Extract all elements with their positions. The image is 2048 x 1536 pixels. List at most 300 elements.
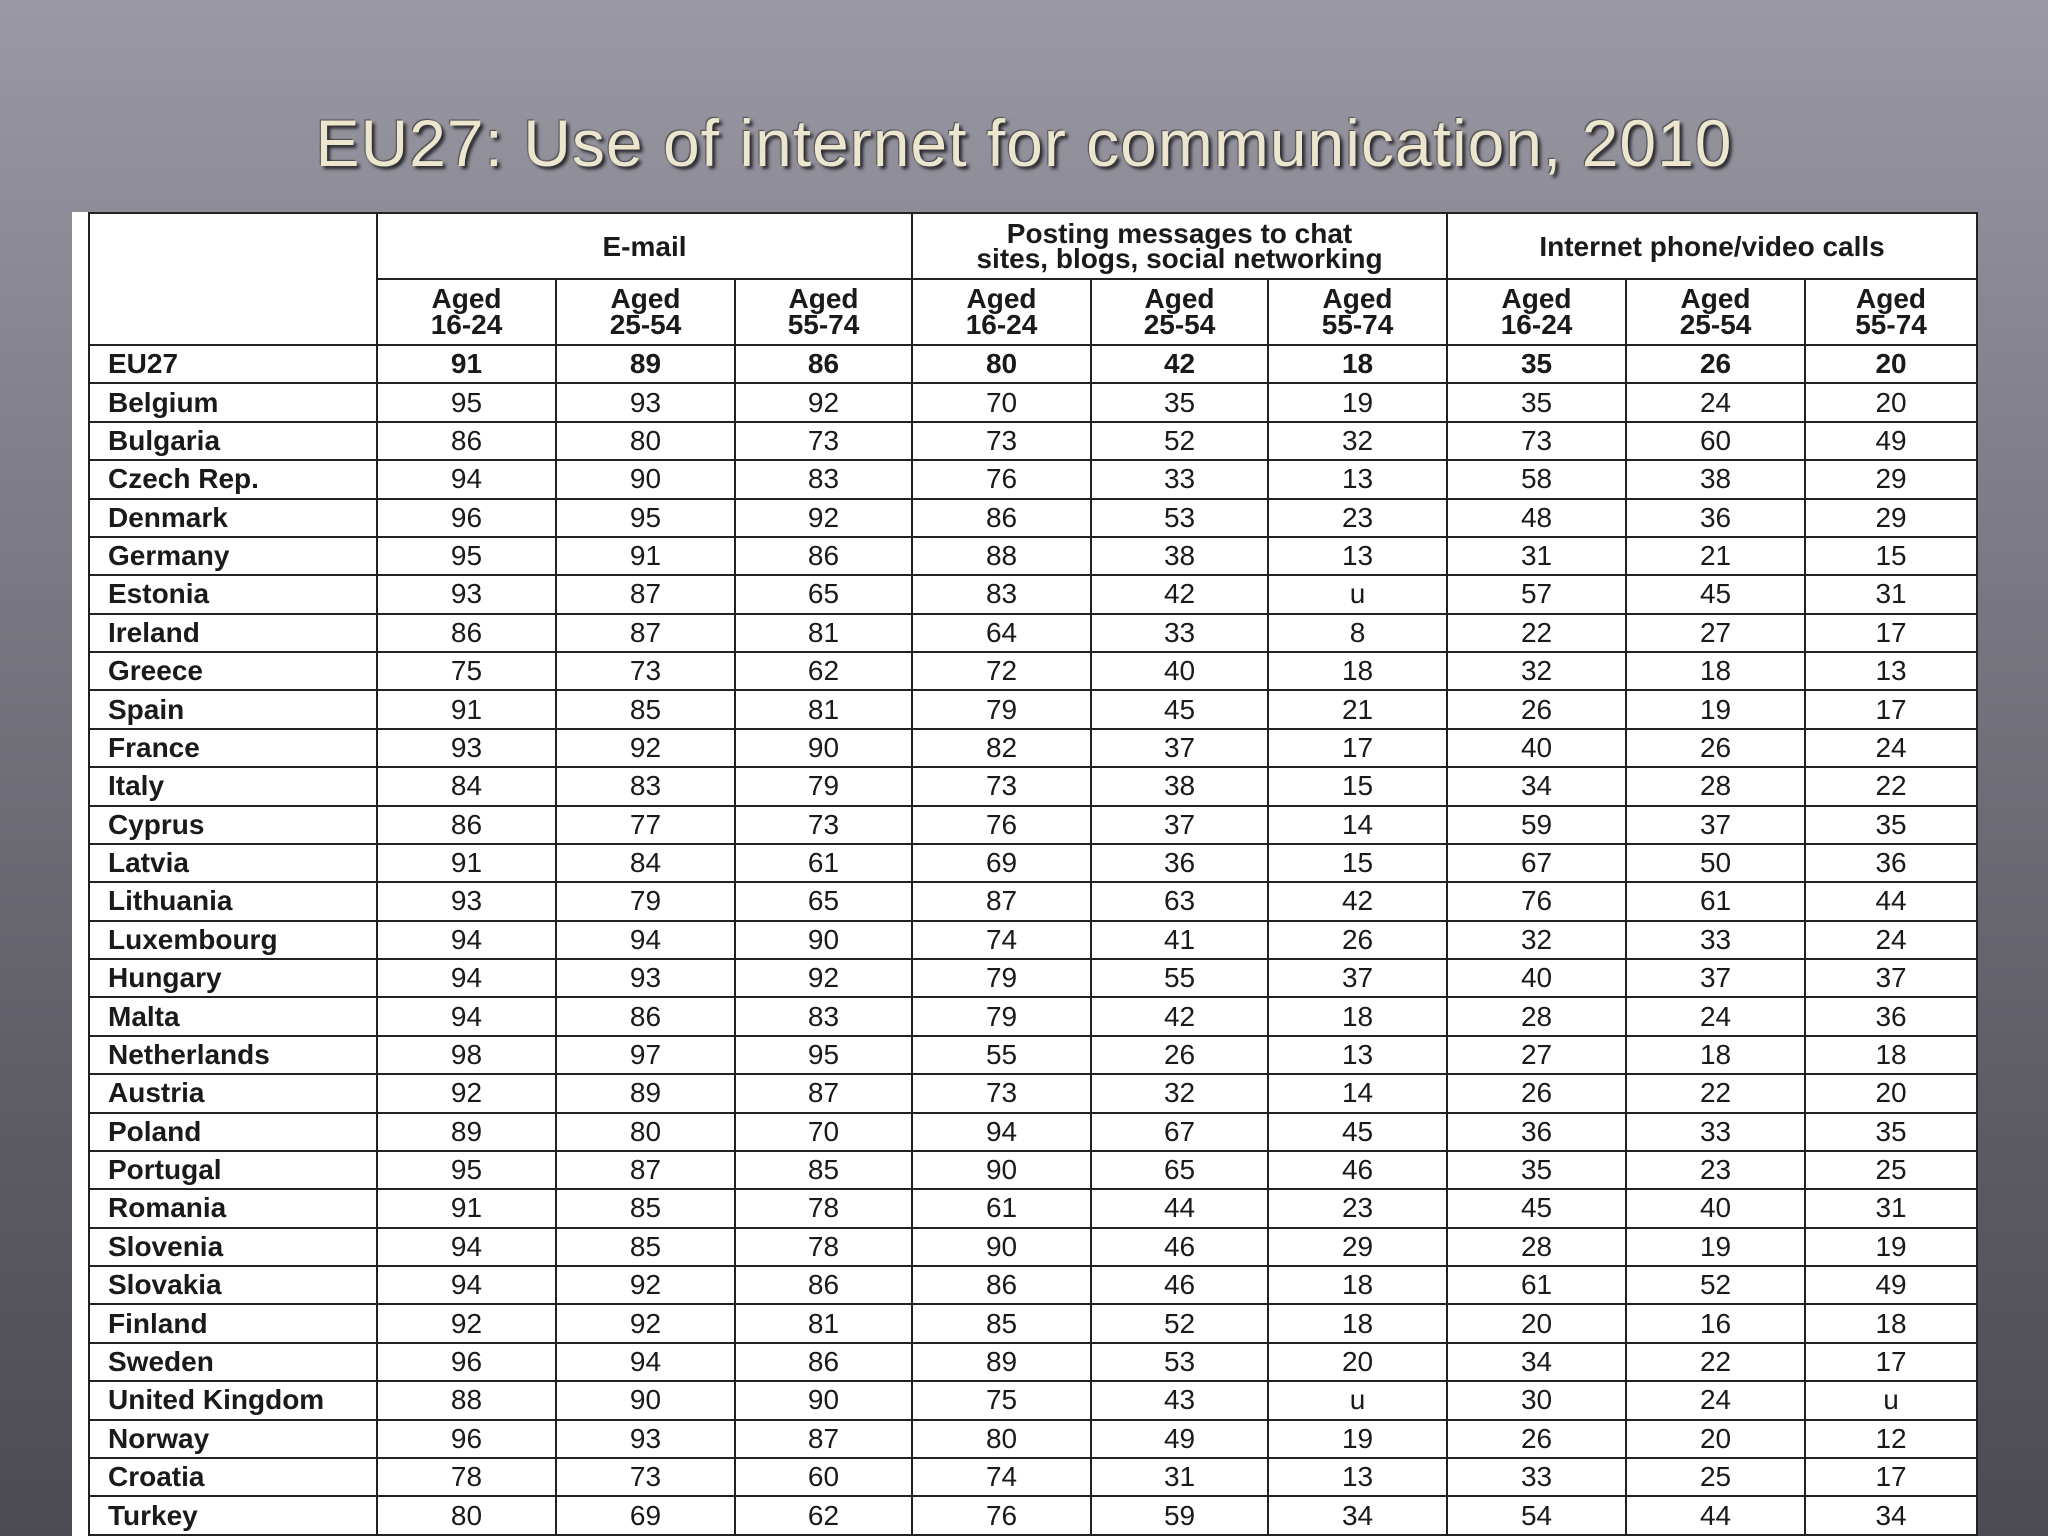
value-cell: 93 — [377, 575, 556, 613]
value-cell: 19 — [1805, 1228, 1977, 1266]
table-row — [89, 1113, 1977, 1151]
country-cell: Belgium — [89, 383, 377, 421]
value-cell: 73 — [912, 422, 1091, 460]
value-cell: 42 — [1091, 997, 1268, 1035]
table-row — [89, 1151, 1977, 1189]
value-cell: 93 — [556, 959, 735, 997]
value-cell: 86 — [735, 345, 912, 383]
value-cell: 89 — [912, 1343, 1091, 1381]
value-cell: 22 — [1447, 614, 1626, 652]
value-cell: 94 — [377, 1266, 556, 1304]
value-cell: 44 — [1091, 1189, 1268, 1227]
value-cell: 54 — [1447, 1496, 1626, 1535]
value-cell: 86 — [735, 537, 912, 575]
value-cell: 38 — [1091, 767, 1268, 805]
country-cell: Luxembourg — [89, 921, 377, 959]
value-cell: 87 — [556, 1151, 735, 1189]
value-cell: 92 — [735, 499, 912, 537]
table-body — [89, 345, 1977, 1535]
country-cell: Greece — [89, 652, 377, 690]
value-cell: 18 — [1268, 652, 1447, 690]
table-row — [89, 844, 1977, 882]
table-row — [89, 882, 1977, 920]
country-cell: Czech Rep. — [89, 460, 377, 498]
value-cell: 86 — [377, 422, 556, 460]
value-cell: 75 — [377, 652, 556, 690]
value-cell: 20 — [1268, 1343, 1447, 1381]
value-cell: 18 — [1268, 997, 1447, 1035]
value-cell: 79 — [912, 959, 1091, 997]
table-row — [89, 575, 1977, 613]
country-cell: Estonia — [89, 575, 377, 613]
value-cell: 45 — [1268, 1113, 1447, 1151]
value-cell: 37 — [1626, 806, 1805, 844]
value-cell: 17 — [1805, 1458, 1977, 1496]
value-cell: 31 — [1091, 1458, 1268, 1496]
age-header-cell — [556, 279, 735, 345]
value-cell: 92 — [377, 1074, 556, 1112]
value-cell: 22 — [1626, 1074, 1805, 1112]
value-cell: 77 — [556, 806, 735, 844]
country-cell: Austria — [89, 1074, 377, 1112]
value-cell: 92 — [735, 383, 912, 421]
value-cell: 17 — [1805, 690, 1977, 728]
value-cell: 60 — [735, 1458, 912, 1496]
table-row — [89, 1304, 1977, 1342]
group-header-posting — [912, 213, 1447, 279]
value-cell: u — [1268, 1381, 1447, 1419]
value-cell: 26 — [1091, 1036, 1268, 1074]
value-cell: 83 — [735, 460, 912, 498]
value-cell: 91 — [377, 345, 556, 383]
value-cell: 76 — [912, 806, 1091, 844]
age-label-line: 25-54 — [1143, 309, 1216, 340]
country-cell: Croatia — [89, 1458, 377, 1496]
value-cell: 82 — [912, 729, 1091, 767]
value-cell: 18 — [1268, 345, 1447, 383]
value-cell: 94 — [377, 997, 556, 1035]
value-cell: 62 — [735, 1496, 912, 1535]
value-cell: 94 — [377, 959, 556, 997]
value-cell: 83 — [912, 575, 1091, 613]
age-header-cell — [735, 279, 912, 345]
country-cell: Sweden — [89, 1343, 377, 1381]
value-cell: 26 — [1447, 1420, 1626, 1458]
value-cell: 37 — [1091, 806, 1268, 844]
value-cell: 26 — [1268, 921, 1447, 959]
value-cell: 13 — [1268, 1036, 1447, 1074]
group-header-email — [377, 213, 912, 279]
value-cell: 94 — [556, 1343, 735, 1381]
value-cell: 24 — [1626, 1381, 1805, 1419]
value-cell: 24 — [1805, 729, 1977, 767]
age-header-cell — [1805, 279, 1977, 345]
value-cell: 15 — [1268, 767, 1447, 805]
age-label-line: Aged — [1144, 283, 1215, 314]
value-cell: 19 — [1268, 1420, 1447, 1458]
value-cell: 28 — [1447, 997, 1626, 1035]
value-cell: 67 — [1091, 1113, 1268, 1151]
country-cell: Denmark — [89, 499, 377, 537]
value-cell: 76 — [1447, 882, 1626, 920]
age-label-line: 55-74 — [1855, 309, 1927, 340]
value-cell: 23 — [1268, 1189, 1447, 1227]
value-cell: 87 — [735, 1074, 912, 1112]
age-label-line: Aged — [431, 283, 502, 314]
table-row — [89, 1496, 1977, 1535]
value-cell: 75 — [912, 1381, 1091, 1419]
table-row — [89, 1458, 1977, 1496]
value-cell: 79 — [735, 767, 912, 805]
age-header-cell — [1447, 279, 1626, 345]
value-cell: 36 — [1447, 1113, 1626, 1151]
country-cell: Norway — [89, 1420, 377, 1458]
value-cell: 29 — [1805, 499, 1977, 537]
country-cell: Slovakia — [89, 1266, 377, 1304]
age-label-line: 25-54 — [1679, 309, 1752, 340]
value-cell: 32 — [1268, 422, 1447, 460]
value-cell: 18 — [1805, 1304, 1977, 1342]
value-cell: 78 — [735, 1228, 912, 1266]
value-cell: 91 — [377, 1189, 556, 1227]
value-cell: 40 — [1447, 959, 1626, 997]
value-cell: 26 — [1626, 729, 1805, 767]
value-cell: 96 — [377, 499, 556, 537]
value-cell: 18 — [1805, 1036, 1977, 1074]
table-row — [89, 1381, 1977, 1419]
value-cell: 87 — [556, 614, 735, 652]
value-cell: 46 — [1268, 1151, 1447, 1189]
age-header-cell — [1268, 279, 1447, 345]
value-cell: 45 — [1091, 690, 1268, 728]
country-cell: Italy — [89, 767, 377, 805]
value-cell: 85 — [556, 1228, 735, 1266]
value-cell: 17 — [1268, 729, 1447, 767]
value-cell: 40 — [1626, 1189, 1805, 1227]
value-cell: 76 — [912, 1496, 1091, 1535]
table-row — [89, 1074, 1977, 1112]
value-cell: 90 — [735, 729, 912, 767]
age-label-line: Aged — [788, 283, 859, 314]
group-label-line: Posting messages to chat — [1006, 218, 1353, 249]
table-row — [89, 383, 1977, 421]
value-cell: 95 — [377, 1151, 556, 1189]
value-cell: 90 — [735, 1381, 912, 1419]
value-cell: 81 — [735, 1304, 912, 1342]
country-cell: Finland — [89, 1304, 377, 1342]
value-cell: 49 — [1805, 422, 1977, 460]
value-cell: 31 — [1447, 537, 1626, 575]
value-cell: 95 — [556, 499, 735, 537]
value-cell: 61 — [912, 1189, 1091, 1227]
value-cell: 95 — [377, 383, 556, 421]
value-cell: 73 — [912, 1074, 1091, 1112]
value-cell: 43 — [1091, 1381, 1268, 1419]
table-row — [89, 997, 1977, 1035]
value-cell: 25 — [1805, 1151, 1977, 1189]
value-cell: 35 — [1447, 1151, 1626, 1189]
age-label-line: Aged — [1501, 283, 1572, 314]
country-cell: Spain — [89, 690, 377, 728]
country-cell: EU27 — [89, 345, 377, 383]
value-cell: 18 — [1626, 652, 1805, 690]
value-cell: 27 — [1447, 1036, 1626, 1074]
value-cell: 55 — [1091, 959, 1268, 997]
value-cell: 94 — [912, 1113, 1091, 1151]
value-cell: 92 — [556, 729, 735, 767]
value-cell: 32 — [1447, 652, 1626, 690]
value-cell: 94 — [377, 921, 556, 959]
value-cell: 13 — [1805, 652, 1977, 690]
table-row — [89, 729, 1977, 767]
value-cell: 21 — [1268, 690, 1447, 728]
table-row — [89, 345, 1977, 383]
value-cell: 86 — [377, 806, 556, 844]
value-cell: 36 — [1626, 499, 1805, 537]
value-cell: 37 — [1805, 959, 1977, 997]
value-cell: 31 — [1805, 1189, 1977, 1227]
value-cell: 86 — [735, 1266, 912, 1304]
age-header-cell — [377, 279, 556, 345]
table-row — [89, 652, 1977, 690]
value-cell: 78 — [377, 1458, 556, 1496]
value-cell: 13 — [1268, 537, 1447, 575]
value-cell: 69 — [556, 1496, 735, 1535]
value-cell: 85 — [556, 690, 735, 728]
value-cell: 36 — [1091, 844, 1268, 882]
group-header-row — [89, 213, 1977, 279]
table-row — [89, 1343, 1977, 1381]
value-cell: 65 — [735, 575, 912, 613]
table-row — [89, 1228, 1977, 1266]
value-cell: 20 — [1447, 1304, 1626, 1342]
value-cell: 60 — [1626, 422, 1805, 460]
value-cell: 90 — [735, 921, 912, 959]
value-cell: 42 — [1268, 882, 1447, 920]
value-cell: 45 — [1447, 1189, 1626, 1227]
country-cell: Poland — [89, 1113, 377, 1151]
value-cell: 65 — [735, 882, 912, 920]
value-cell: 22 — [1626, 1343, 1805, 1381]
value-cell: 79 — [912, 690, 1091, 728]
value-cell: 59 — [1447, 806, 1626, 844]
value-cell: 86 — [556, 997, 735, 1035]
age-label-line: Aged — [966, 283, 1037, 314]
value-cell: 13 — [1268, 1458, 1447, 1496]
table-row — [89, 614, 1977, 652]
value-cell: 72 — [912, 652, 1091, 690]
value-cell: 19 — [1626, 690, 1805, 728]
value-cell: 33 — [1091, 614, 1268, 652]
value-cell: 95 — [377, 537, 556, 575]
value-cell: 17 — [1805, 1343, 1977, 1381]
value-cell: 98 — [377, 1036, 556, 1074]
table-row — [89, 767, 1977, 805]
value-cell: 15 — [1268, 844, 1447, 882]
age-label-line: 16-24 — [1500, 309, 1573, 340]
age-label-line: Aged — [1322, 283, 1393, 314]
value-cell: 35 — [1091, 383, 1268, 421]
value-cell: 73 — [556, 652, 735, 690]
value-cell: 14 — [1268, 1074, 1447, 1112]
value-cell: 94 — [377, 460, 556, 498]
table-row — [89, 499, 1977, 537]
value-cell: 19 — [1626, 1228, 1805, 1266]
value-cell: 69 — [912, 844, 1091, 882]
corner-cell — [89, 213, 377, 345]
value-cell: 24 — [1626, 997, 1805, 1035]
value-cell: 38 — [1626, 460, 1805, 498]
value-cell: 73 — [735, 422, 912, 460]
value-cell: 24 — [1626, 383, 1805, 421]
value-cell: u — [1268, 575, 1447, 613]
value-cell: 20 — [1805, 383, 1977, 421]
value-cell: 12 — [1805, 1420, 1977, 1458]
value-cell: 92 — [735, 959, 912, 997]
value-cell: 85 — [912, 1304, 1091, 1342]
value-cell: 90 — [912, 1151, 1091, 1189]
value-cell: 28 — [1447, 1228, 1626, 1266]
value-cell: 80 — [912, 345, 1091, 383]
age-label-line: 55-74 — [787, 309, 860, 340]
age-label-line: 16-24 — [430, 309, 503, 340]
value-cell: 36 — [1805, 997, 1977, 1035]
value-cell: 18 — [1268, 1304, 1447, 1342]
value-cell: 34 — [1447, 1343, 1626, 1381]
value-cell: 88 — [912, 537, 1091, 575]
value-cell: 18 — [1268, 1266, 1447, 1304]
value-cell: 94 — [556, 921, 735, 959]
age-header-cell — [1626, 279, 1805, 345]
table-row — [89, 422, 1977, 460]
value-cell: 76 — [912, 460, 1091, 498]
country-cell: Malta — [89, 997, 377, 1035]
table-row — [89, 1036, 1977, 1074]
value-cell: 87 — [735, 1420, 912, 1458]
value-cell: 93 — [377, 729, 556, 767]
value-cell: 26 — [1626, 345, 1805, 383]
value-cell: 67 — [1447, 844, 1626, 882]
value-cell: 14 — [1268, 806, 1447, 844]
table-row — [89, 1420, 1977, 1458]
value-cell: 23 — [1268, 499, 1447, 537]
value-cell: 96 — [377, 1343, 556, 1381]
value-cell: 37 — [1091, 729, 1268, 767]
country-cell: Lithuania — [89, 882, 377, 920]
value-cell: 33 — [1091, 460, 1268, 498]
value-cell: 92 — [556, 1304, 735, 1342]
value-cell: 15 — [1805, 537, 1977, 575]
value-cell: 40 — [1091, 652, 1268, 690]
value-cell: 86 — [912, 499, 1091, 537]
value-cell: 20 — [1805, 1074, 1977, 1112]
value-cell: 93 — [377, 882, 556, 920]
value-cell: 37 — [1626, 959, 1805, 997]
country-cell: Germany — [89, 537, 377, 575]
table-row — [89, 537, 1977, 575]
data-sheet — [72, 212, 1976, 1536]
value-cell: 32 — [1091, 1074, 1268, 1112]
value-cell: 70 — [735, 1113, 912, 1151]
value-cell: 89 — [377, 1113, 556, 1151]
table-row — [89, 959, 1977, 997]
value-cell: u — [1805, 1381, 1977, 1419]
value-cell: 61 — [735, 844, 912, 882]
value-cell: 86 — [377, 614, 556, 652]
data-table — [88, 212, 1978, 1536]
value-cell: 52 — [1091, 422, 1268, 460]
value-cell: 38 — [1091, 537, 1268, 575]
value-cell: 74 — [912, 921, 1091, 959]
value-cell: 29 — [1805, 460, 1977, 498]
value-cell: 85 — [556, 1189, 735, 1227]
group-label-line: sites, blogs, social networking — [976, 243, 1383, 274]
age-label-line: Aged — [1680, 283, 1751, 314]
value-cell: 13 — [1268, 460, 1447, 498]
value-cell: 90 — [912, 1228, 1091, 1266]
value-cell: 84 — [556, 844, 735, 882]
table-row — [89, 1266, 1977, 1304]
value-cell: 95 — [735, 1036, 912, 1074]
value-cell: 34 — [1268, 1496, 1447, 1535]
value-cell: 53 — [1091, 1343, 1268, 1381]
value-cell: 42 — [1091, 575, 1268, 613]
group-label-line: E-mail — [602, 230, 687, 262]
value-cell: 22 — [1805, 767, 1977, 805]
value-cell: 28 — [1626, 767, 1805, 805]
country-cell: Turkey — [89, 1496, 377, 1535]
value-cell: 27 — [1626, 614, 1805, 652]
value-cell: 74 — [912, 1458, 1091, 1496]
table-row — [89, 460, 1977, 498]
value-cell: 73 — [912, 767, 1091, 805]
value-cell: 90 — [556, 1381, 735, 1419]
age-label-line: Aged — [610, 283, 681, 314]
value-cell: 50 — [1626, 844, 1805, 882]
age-label-line: Aged — [1856, 283, 1927, 314]
value-cell: 89 — [556, 345, 735, 383]
value-cell: 83 — [735, 997, 912, 1035]
age-label-line: 55-74 — [1321, 309, 1394, 340]
value-cell: 92 — [556, 1266, 735, 1304]
country-cell: Netherlands — [89, 1036, 377, 1074]
value-cell: 21 — [1626, 537, 1805, 575]
age-header-cell — [1091, 279, 1268, 345]
value-cell: 46 — [1091, 1228, 1268, 1266]
group-header-calls — [1447, 213, 1977, 279]
value-cell: 37 — [1268, 959, 1447, 997]
value-cell: 70 — [912, 383, 1091, 421]
value-cell: 48 — [1447, 499, 1626, 537]
value-cell: 91 — [377, 844, 556, 882]
value-cell: 93 — [556, 1420, 735, 1458]
age-label-line: 25-54 — [609, 309, 682, 340]
age-header-cell — [912, 279, 1091, 345]
value-cell: 55 — [912, 1036, 1091, 1074]
country-cell: Cyprus — [89, 806, 377, 844]
value-cell: 44 — [1626, 1496, 1805, 1535]
country-cell: Romania — [89, 1189, 377, 1227]
value-cell: 46 — [1091, 1266, 1268, 1304]
value-cell: 34 — [1447, 767, 1626, 805]
value-cell: 42 — [1091, 345, 1268, 383]
value-cell: 35 — [1805, 806, 1977, 844]
value-cell: 24 — [1805, 921, 1977, 959]
value-cell: 33 — [1626, 1113, 1805, 1151]
value-cell: 86 — [912, 1266, 1091, 1304]
group-label-line: Internet phone/video calls — [1539, 230, 1885, 262]
value-cell: 80 — [377, 1496, 556, 1535]
